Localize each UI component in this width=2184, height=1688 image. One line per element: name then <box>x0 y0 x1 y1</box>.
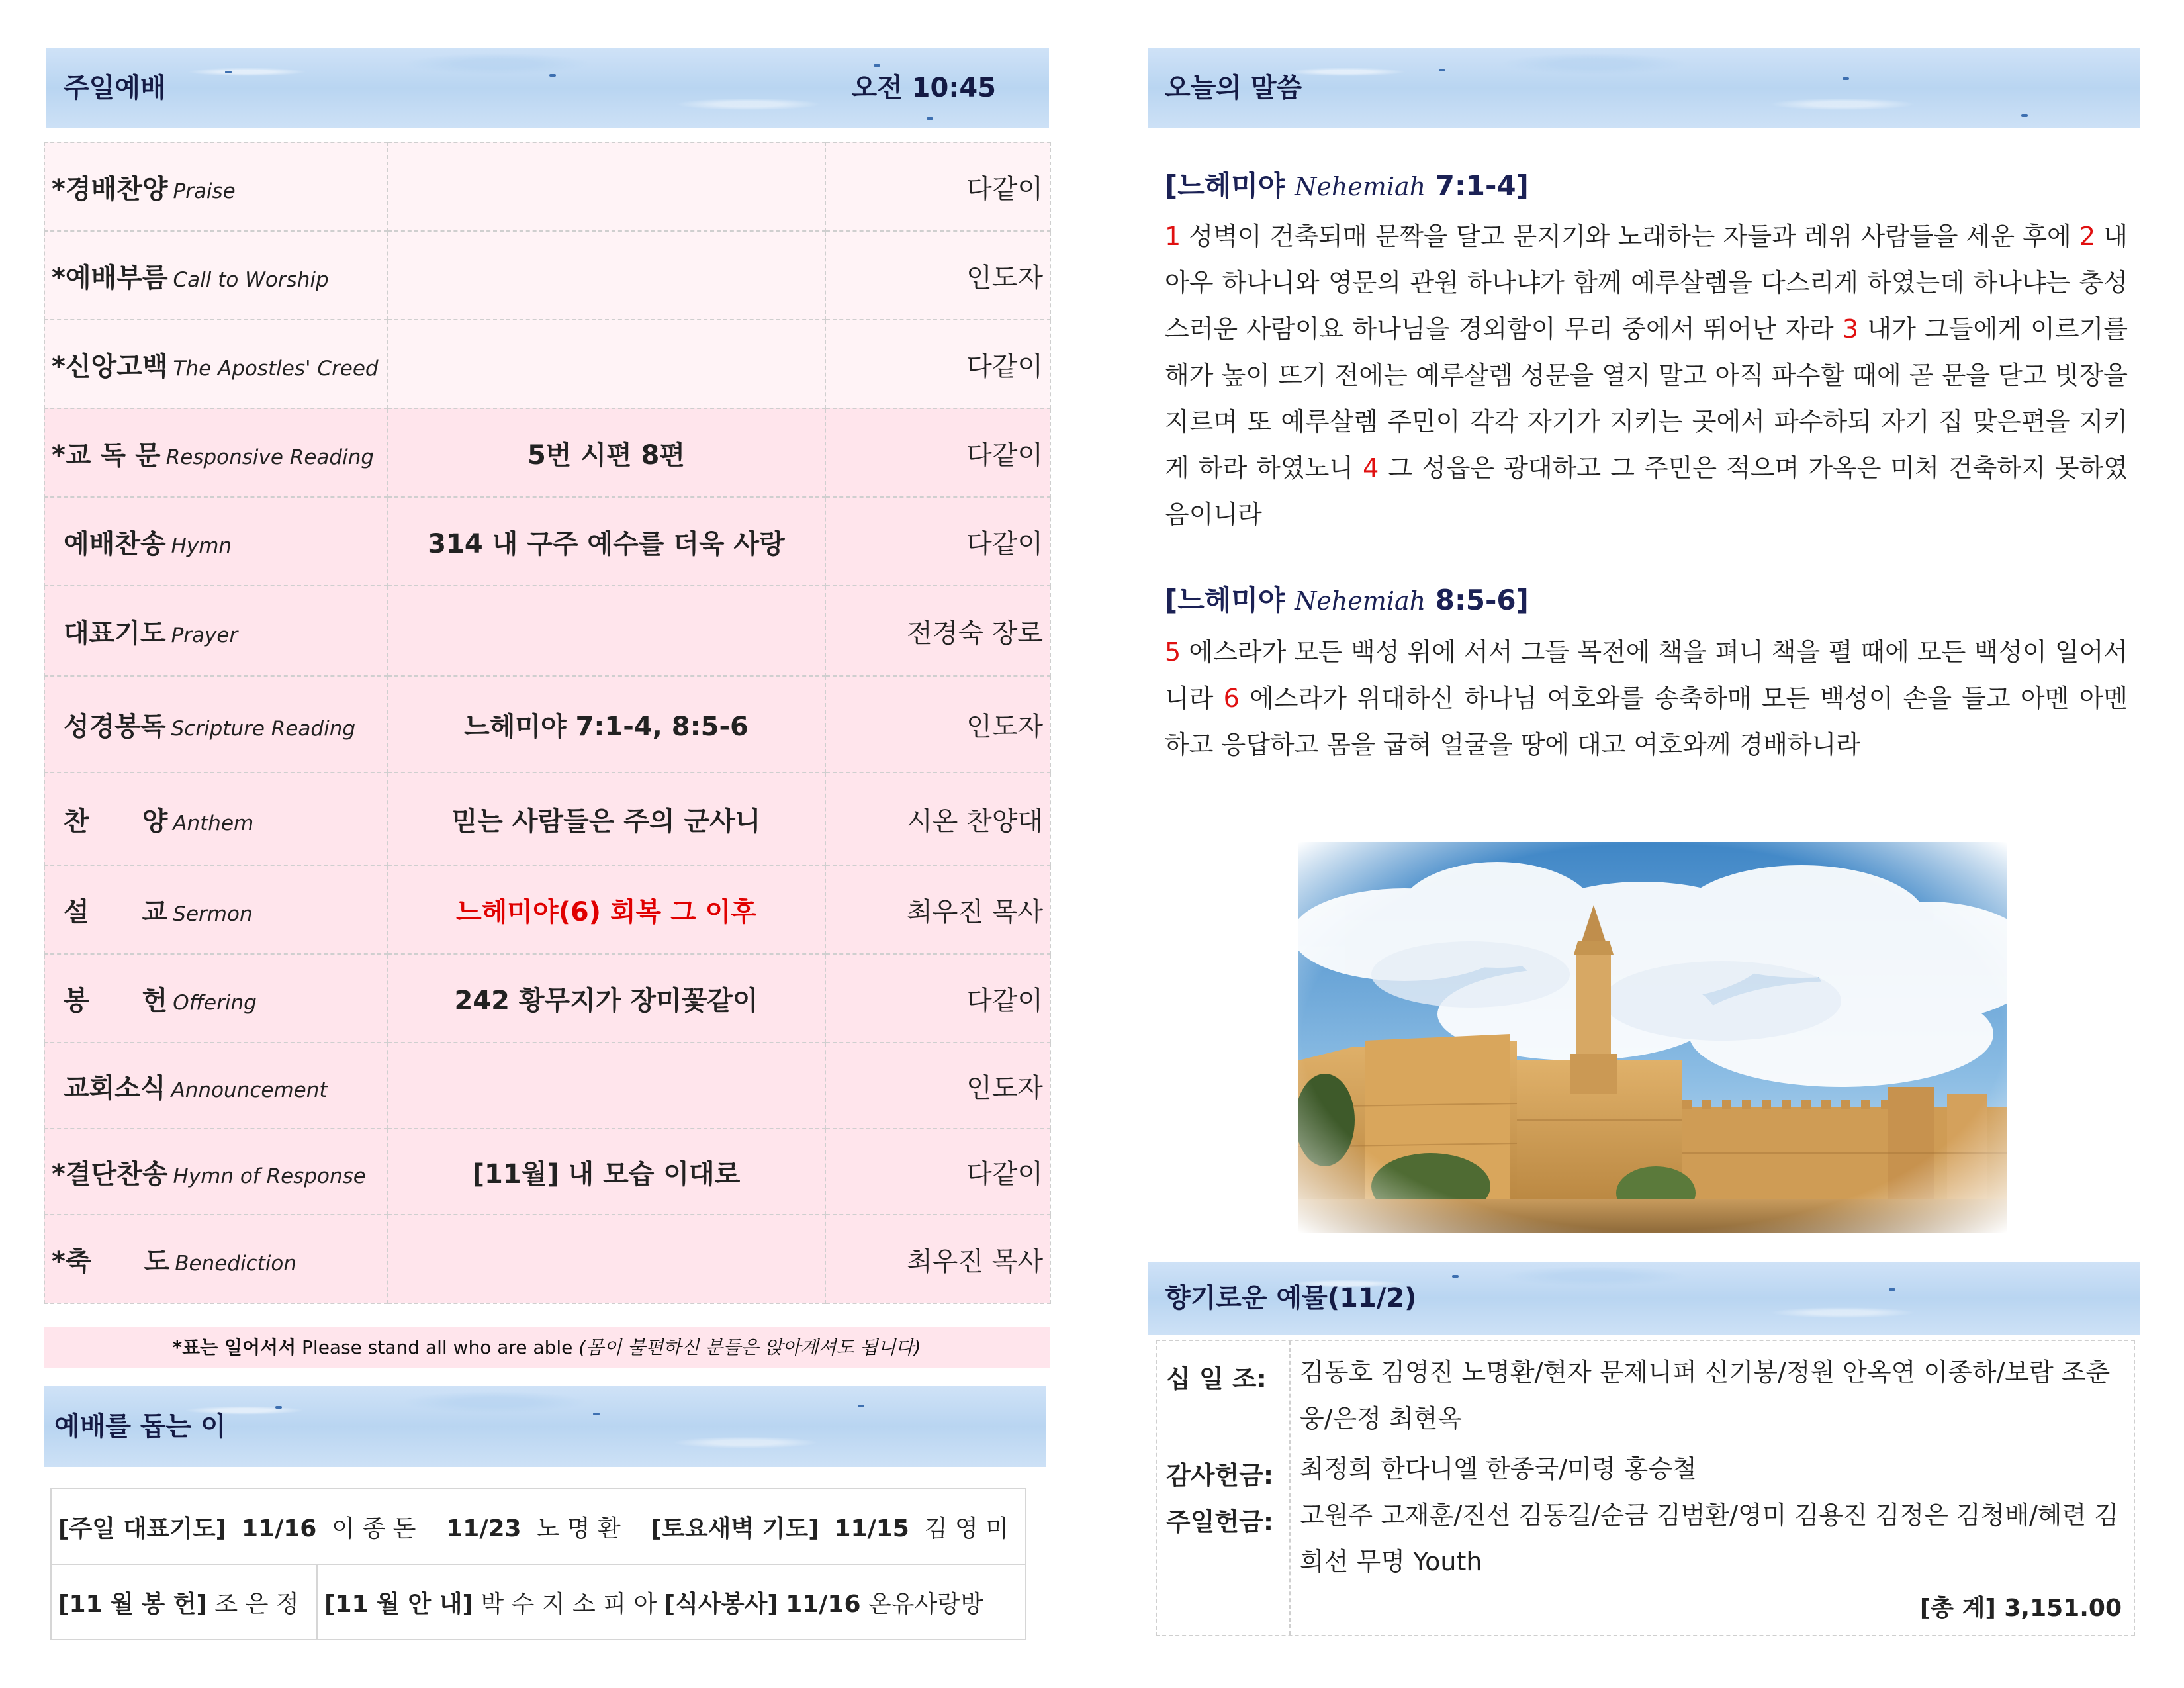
helper-cell: [주일 대표기도] 11/16 이 종 돈 11/23 노 명 환 [토요새벽 기도] 11/15 김 영 미 <box>51 1489 1026 1564</box>
helper-cell: [11 월 안 내] 박 수 지 소 피 아 [식사봉사] 11/16 온유사랑방 <box>317 1564 1026 1640</box>
offering-label: 십 일 조: <box>1166 1364 1267 1393</box>
service-row <box>44 865 1050 954</box>
service-leader: 최우진 목사 <box>825 1215 1050 1303</box>
passage1-text <box>1165 213 2128 538</box>
helper-cell: [11 월 봉 헌] 조 은 정 <box>51 1564 317 1640</box>
verse-text: 그 성읍은 광대하고 그 주민은 적으며 가옥은 미처 건축하지 못하였음이니라 <box>1165 453 2128 529</box>
helpers-row-2 <box>51 1564 1026 1640</box>
service-content <box>387 1043 825 1129</box>
verse-text: 내가 그들에게 이르기를 해가 높이 뜨기 전에는 예루살렘 성문을 열지 말고 아직 파수할 때에 곧 문을 닫고 빗장을 지르며 또 예루살렘 주민이 각각 자기가 지키는 곳에서 파수하되 자기 집 맞은편을 지키게 하라 하였노니 <box>1165 314 2128 483</box>
service-item: *신앙고백 The Apostles' Creed <box>44 320 387 408</box>
service-item: 교회소식 Announcement <box>44 1043 387 1129</box>
note-english: Please stand all who are able <box>302 1336 573 1358</box>
offering-title: 향기로운 예물(11/2) <box>1165 1283 1417 1313</box>
verse-text: 에스라가 모든 백성 위에 서서 그들 목전에 책을 펴니 책을 펼 때에 모든 백성이 일어서니라 <box>1165 637 2128 713</box>
service-leader: 시온 찬양대 <box>825 773 1050 865</box>
service-leader: 다같이 <box>825 497 1050 586</box>
service-row <box>44 1215 1050 1303</box>
note-bold: *표는 일어서서 <box>172 1336 296 1358</box>
service-content <box>387 142 825 231</box>
scripture-banner <box>1148 48 2140 128</box>
service-row <box>44 320 1050 408</box>
service-item: *결단찬송 Hymn of Response <box>44 1129 387 1215</box>
offering-label: 감사헌금: <box>1166 1461 1274 1490</box>
verse-number: 1 <box>1165 222 1181 251</box>
verse-text: 에스라가 위대하신 하나님 여호와를 송축하매 모든 백성이 손을 들고 아멘 아멘 하고 응답하고 몸을 굽혀 얼굴을 땅에 대고 여호와께 경배하니라 <box>1165 684 2128 759</box>
service-row <box>44 954 1050 1043</box>
offering-names: 김동호 김영진 노명환/현자 문제니퍼 신기봉/정원 안옥연 이종하/보람 조춘웅/은정 최현옥 <box>1300 1358 2111 1433</box>
service-row <box>44 408 1050 497</box>
service-content: 느헤미야 7:1-4, 8:5-6 <box>387 676 825 773</box>
offering-names: 최정희 한다니엘 한종국/미령 홍승철 <box>1300 1454 1697 1483</box>
helpers-row-1 <box>51 1489 1026 1564</box>
service-leader: 다같이 <box>825 408 1050 497</box>
service-content: 242 황무지가 장미꽃같이 <box>387 954 825 1043</box>
worship-title: 주일예배 <box>64 73 166 103</box>
service-item: 봉 헌 Offering <box>44 954 387 1043</box>
service-item: *예배부름 Call to Worship <box>44 231 387 320</box>
service-item: *교 독 문 Responsive Reading <box>44 408 387 497</box>
scripture-title: 오늘의 말씀 <box>1165 73 1302 103</box>
service-content <box>387 1215 825 1303</box>
service-row <box>44 586 1050 676</box>
service-row <box>44 497 1050 586</box>
service-leader: 다같이 <box>825 320 1050 408</box>
helpers-banner <box>44 1386 1046 1467</box>
service-content <box>387 320 825 408</box>
service-leader: 인도자 <box>825 231 1050 320</box>
passage2-text <box>1165 629 2128 768</box>
verse-number: 4 <box>1363 453 1379 483</box>
offering-banner <box>1148 1262 2140 1335</box>
service-content: [11월] 내 모습 이대로 <box>387 1129 825 1215</box>
verse-text: 내 아우 하나니와 영문의 관원 하나냐가 함께 예루살렘을 다스리게 하였는데 하나냐는 충성스러운 사람이요 하나님을 경외함이 무리 중에서 뛰어난 자라 <box>1165 222 2128 344</box>
offering-names: 고원주 고재훈/진선 김동길/순금 김범환/영미 김용진 김정은 김청배/혜련 김희선 무명 Youth <box>1300 1501 2119 1576</box>
service-leader: 최우진 목사 <box>825 865 1050 954</box>
service-content: 5번 시편 8편 <box>387 408 825 497</box>
service-leader: 다같이 <box>825 1129 1050 1215</box>
order-of-service <box>44 142 1051 1304</box>
helpers-table <box>50 1488 1026 1640</box>
verse-text: 성벽이 건축되매 문짝을 달고 문지기와 노래하는 자들과 레위 사람들을 세운 후에 <box>1181 222 2079 251</box>
service-leader: 다같이 <box>825 142 1050 231</box>
verse-number: 6 <box>1223 684 1240 713</box>
verse-number: 5 <box>1165 637 1181 667</box>
service-row <box>44 231 1050 320</box>
service-item: *경배찬양 Praise <box>44 142 387 231</box>
service-leader: 다같이 <box>825 954 1050 1043</box>
service-item: 설 교 Sermon <box>44 865 387 954</box>
service-item: *축 도 Benediction <box>44 1215 387 1303</box>
jerusalem-wall-photo <box>1298 842 2007 1233</box>
worship-time: 오전 10:45 <box>851 73 996 103</box>
service-item: 성경봉독 Scripture Reading <box>44 676 387 773</box>
service-row <box>44 1129 1050 1215</box>
verse-number: 2 <box>2079 222 2096 251</box>
offering-total: [총 계] 3,151.00 <box>1919 1595 2122 1622</box>
standing-note <box>44 1327 1050 1368</box>
helpers-title: 예배를 돕는 이 <box>54 1411 226 1442</box>
worship-banner <box>46 48 1049 128</box>
service-content: 314 내 구주 예수를 더욱 사랑 <box>387 497 825 586</box>
service-leader: 전경숙 장로 <box>825 586 1050 676</box>
service-item: 예배찬송 Hymn <box>44 497 387 586</box>
passage2-reference: [느헤미야 Nehemiah 8:5-6] <box>1165 584 1529 616</box>
service-leader: 인도자 <box>825 1043 1050 1129</box>
service-content <box>387 586 825 676</box>
service-content: 느헤미야(6) 회복 그 이후 <box>387 865 825 954</box>
service-row <box>44 1043 1050 1129</box>
service-row <box>44 773 1050 865</box>
service-item: 대표기도 Prayer <box>44 586 387 676</box>
service-content <box>387 231 825 320</box>
passage1-reference: [느헤미야 Nehemiah 7:1-4] <box>1165 169 1529 202</box>
offering-box <box>1156 1340 2135 1636</box>
service-content: 믿는 사람들은 주의 군사니 <box>387 773 825 865</box>
note-italic: (몸이 불편하신 분들은 앉아계셔도 됩니다) <box>578 1336 921 1358</box>
offering-label: 주일헌금: <box>1166 1507 1274 1536</box>
service-item: 찬 양 Anthem <box>44 773 387 865</box>
service-leader: 인도자 <box>825 676 1050 773</box>
service-row <box>44 676 1050 773</box>
service-row <box>44 142 1050 231</box>
verse-number: 3 <box>1842 314 1859 344</box>
